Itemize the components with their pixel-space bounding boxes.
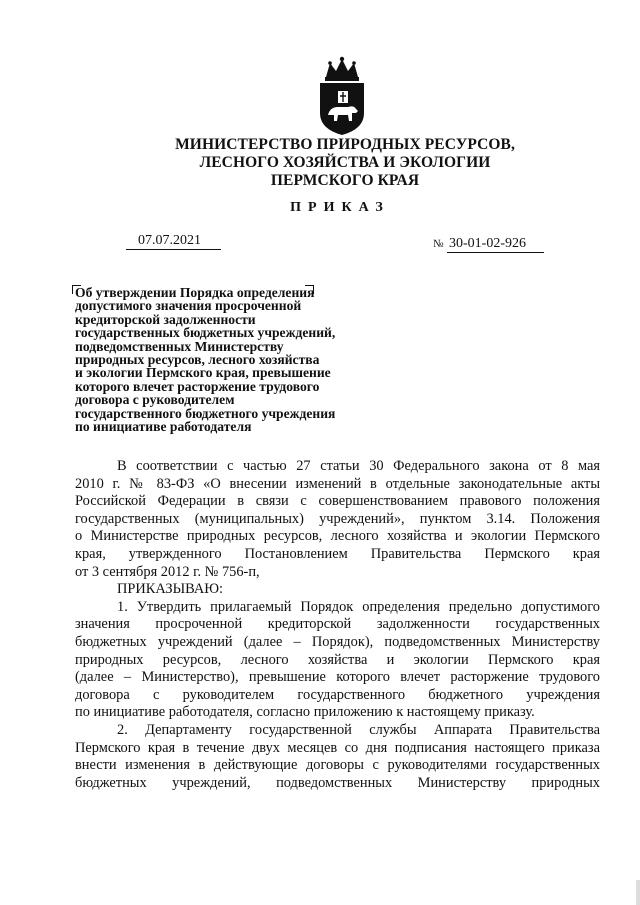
body-line: от 3 сентября 2012 г. № 756-п, (75, 563, 260, 580)
body-line: (далее – Министерство), превышение которого влечет расторжение трудового (75, 669, 600, 686)
ministry-line: ПЕРМСКОГО КРАЯ (270, 172, 420, 189)
body-line: о Министерстве природных ресурсов, лесного хозяйства и экологии Пермского (75, 528, 600, 545)
body-line: природных ресурсов, лесного хозяйства и экологии Пермского края (75, 651, 600, 668)
body-line: 1. Утвердить прилагаемый Порядок определения предельно допустимого (117, 598, 600, 615)
body-line: по инициативе работодателя, согласно приложению к настоящему приказу. (75, 704, 535, 721)
subject-line: договора с руководителем (75, 392, 235, 408)
body-line: государственных (муниципальных) учреждений», пунктом 3.14. Положения (75, 510, 600, 527)
subject-line: по инициативе работодателя (75, 419, 252, 435)
body-line: бюджетных учреждений, подведомственных Министерству природных (75, 774, 600, 791)
body-line: края, утвержденного Постановлением Правительства Пермского края (75, 545, 600, 562)
subject-line: и экологии Пермского края, превышение (75, 365, 331, 381)
order-subject (75, 286, 395, 433)
body-line: 2010 г. № 83-ФЗ «О внесении изменений в отдельные законодательные акты (75, 475, 600, 492)
order-date-value: 07.07.2021 (126, 233, 221, 250)
body-line: Пермского края в течение двух месяцев со дня подписания настоящего приказа (75, 739, 600, 756)
body-line: бюджетных учреждений (далее – Порядок), подведомственных Министерству (75, 633, 600, 650)
subject-line: государственных бюджетных учреждений, (75, 325, 336, 341)
number-sign: № (433, 238, 444, 250)
document-type: ПРИКАЗ (290, 200, 390, 215)
subject-line: которого влечет расторжение трудового (75, 378, 320, 394)
body-line: значения просроченной кредиторской задолженности государственных (75, 616, 600, 633)
subject-line: кредиторской задолженности (75, 311, 256, 327)
subject-line: Об утверждении Порядка определения (75, 285, 315, 300)
ministry-name (160, 136, 530, 190)
subject-line: допустимого значения просроченной (75, 298, 302, 314)
body-line: ПРИКАЗЫВАЮ: (117, 581, 224, 598)
order-number-value: 30-01-02-926 (447, 236, 544, 253)
order-body (75, 458, 600, 792)
subject-line: природных ресурсов, лесного хозяйства (75, 352, 320, 368)
body-line: 2. Департаменту государственной службы Аппарата Правительства (117, 721, 600, 738)
order-number (433, 236, 544, 253)
body-line: внести изменения в действующие договоры с руководителями государственных (75, 757, 600, 774)
body-line: договора с руководителем государственного бюджетного учреждения (75, 686, 600, 703)
ministry-line: МИНИСТЕРСТВО ПРИРОДНЫХ РЕСУРСОВ, (175, 136, 515, 153)
subject-line: государственного бюджетного учреждения (75, 405, 336, 421)
ministry-line: ЛЕСНОГО ХОЗЯЙСТВА И ЭКОЛОГИИ (199, 154, 491, 171)
subject-line: подведомственных Министерству (75, 338, 284, 354)
body-line: Российской Федерации в связи с совершенствованием правового положения (75, 493, 600, 510)
order-date (126, 233, 221, 250)
body-line: В соответствии с частью 27 статьи 30 Федерального закона от 8 мая (117, 458, 600, 474)
perm-krai-coat-of-arms-icon (312, 55, 372, 137)
scan-edge (636, 880, 640, 905)
